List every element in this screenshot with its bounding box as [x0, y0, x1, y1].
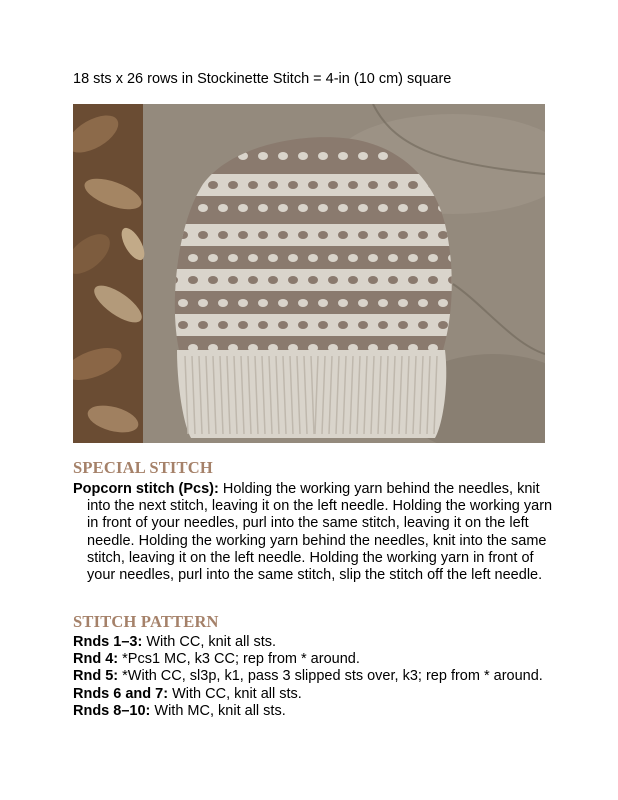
- stitch-pattern-heading: STITCH PATTERN: [73, 612, 219, 631]
- gauge-text: 18 sts x 26 rows in Stockinette Stitch = 4-in (10 cm) square: [73, 71, 452, 87]
- row-label: Rnd 4:: [73, 651, 119, 668]
- popcorn-stitch-term: Popcorn stitch (Pcs):: [73, 481, 219, 497]
- row-text: *Pcs1 MC, k3 CC; rep from * around.: [118, 651, 360, 668]
- stitch-pattern-row: [73, 703, 545, 720]
- special-stitch-paragraph: [73, 481, 559, 584]
- row-text: *With CC, sl3p, k1, pass 3 slipped sts over, k3; rep from * around.: [118, 668, 543, 685]
- row-label: Rnds 1–3:: [73, 634, 143, 650]
- stitch-pattern-row: [73, 686, 545, 703]
- knit-hat: [163, 137, 463, 438]
- row-label: Rnd 5:: [73, 668, 119, 685]
- row-text: With MC, knit all sts.: [150, 702, 286, 719]
- hat-photo: [73, 104, 545, 443]
- stitch-pattern-row: [73, 634, 545, 651]
- leaves-left: [73, 104, 149, 443]
- row-label: Rnds 6 and 7:: [73, 685, 169, 702]
- popcorn-stitch-description: Holding the working yarn behind the needles, knit into the next stitch, leaving it on the left needle. Holding the working yarn in front of your needles, purl into the same stitch, leaving it on the left needle. Holding the working yarn behind the needles, knit into the same stitch, leaving it on the left needle. Holding the working yarn in front of your needles, purl into the same stitch, slip the stitch off the left needle.: [87, 481, 553, 584]
- stitch-pattern-list: [73, 634, 545, 720]
- stitch-pattern-row: [73, 651, 545, 668]
- row-text: With CC, knit all sts.: [142, 634, 277, 650]
- row-text: With CC, knit all sts.: [168, 685, 302, 702]
- row-label: Rnds 8–10:: [73, 702, 151, 719]
- special-stitch-heading: SPECIAL STITCH: [73, 458, 213, 477]
- stitch-pattern-row: [73, 668, 545, 685]
